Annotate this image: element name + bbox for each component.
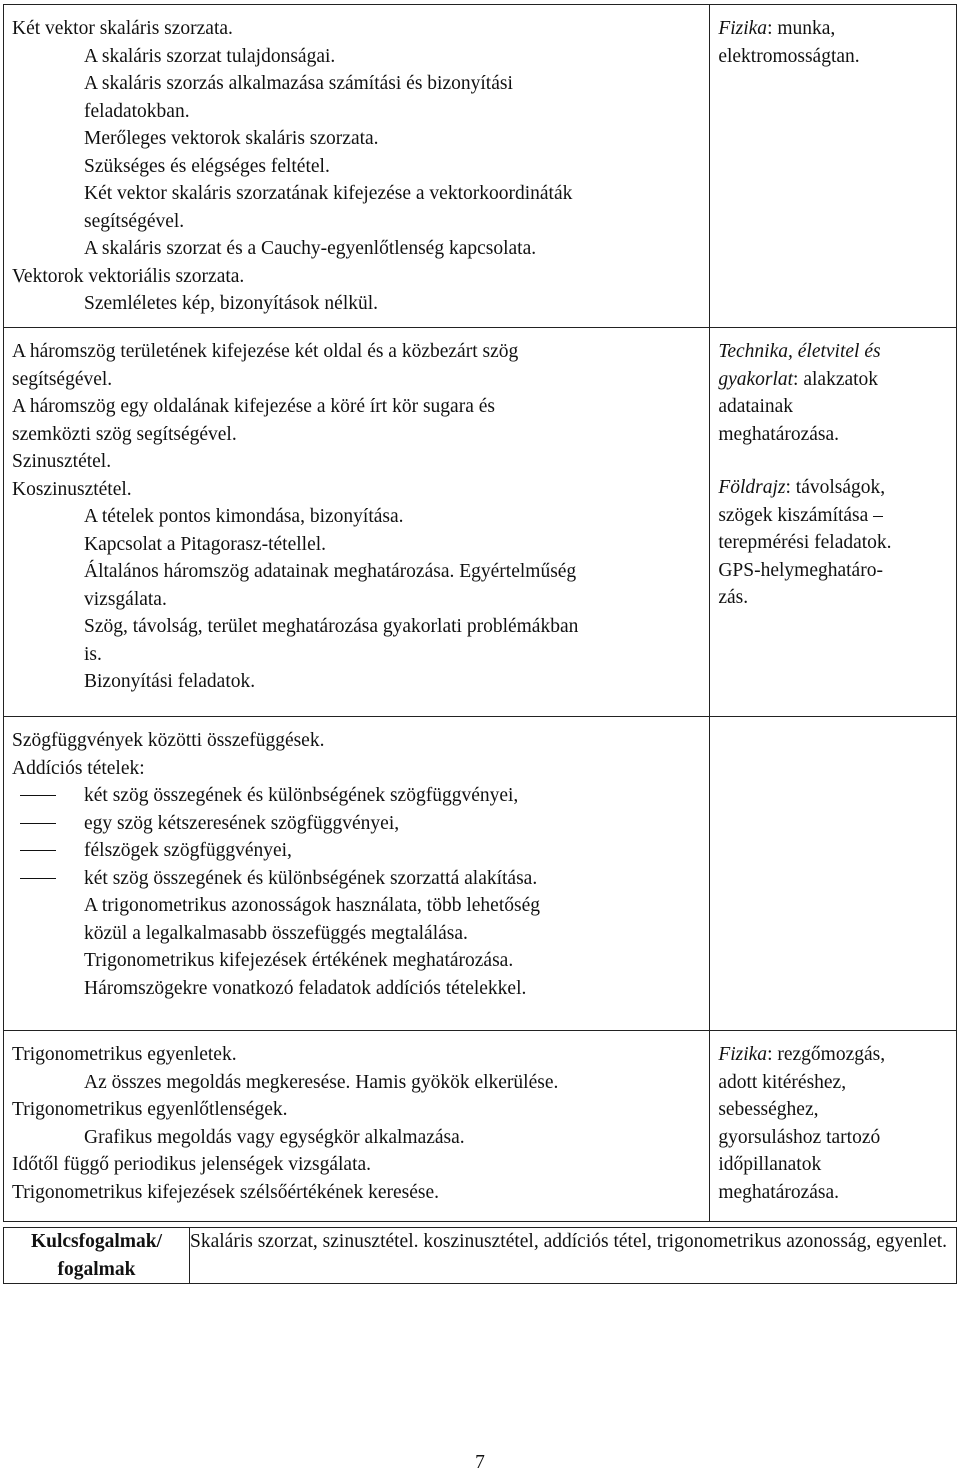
topic-line: Időtől függő periodikus jelenségek vizsgálata. [12, 1154, 372, 1175]
connection-text: meghatározása. [718, 1181, 840, 1203]
topic-line: Trigonometrikus kifejezések értékének meghatározása. [84, 950, 514, 971]
connection-line [718, 43, 950, 71]
topic-line: Szükséges és elégséges feltétel. [84, 155, 330, 177]
table-row [4, 1031, 957, 1222]
topic-line: Szinusztétel. [12, 451, 112, 472]
key-concepts-table [3, 1227, 957, 1284]
connections-cell [710, 1031, 957, 1222]
subject-name: gyakorlat [718, 368, 794, 390]
connection-text: elektromosságtan. [718, 45, 860, 67]
spacer [718, 448, 950, 474]
connection-text: GPS-helymeghatáro- [718, 559, 883, 581]
connection-line [718, 366, 950, 394]
dash-list-item: két szög összegének és különbségének szögfüggvényei, [12, 782, 701, 810]
topic-line: Trigonometrikus egyenletek. [12, 1044, 237, 1065]
connection-line [718, 15, 950, 43]
dash-list-item: két szög összegének és különbségének szorzattá alakítása. [12, 865, 701, 893]
dash-list-item: egy szög kétszeresének szögfüggvényei, [12, 810, 701, 838]
connections-cell [710, 717, 957, 1031]
topic-line: Trigonometrikus kifejezések szélsőértékének keresése. [12, 1181, 440, 1203]
connections-cell [710, 5, 957, 328]
topic-line: segítségével. [12, 368, 113, 390]
key-concepts-label-line-2: fogalmak [57, 1258, 136, 1280]
connections-content [710, 717, 956, 733]
connection-line [718, 1096, 950, 1124]
topic-line: A skaláris szorzat tulajdonságai. [84, 45, 336, 67]
connection-line [718, 1124, 950, 1152]
subject-name: Fizika [718, 1044, 768, 1065]
topic-line: A tételek pontos kimondása, bizonyítása. [84, 506, 404, 527]
key-concepts-label-line-1: Kulcsfogalmak/ [30, 1231, 163, 1252]
topic-content [4, 1031, 709, 1221]
topic-line: segítségével. [84, 210, 185, 232]
connection-line [718, 502, 950, 530]
key-concepts-label [4, 1228, 190, 1284]
topic-line: A skaláris szorzat és a Cauchy-egyenlőtlenség kapcsolata. [84, 238, 537, 259]
connection-line [718, 1179, 950, 1207]
topic-line: Általános háromszög adatainak meghatározása. Egyértelműség [84, 561, 577, 582]
connection-text: gyorsuláshoz tartozó [718, 1126, 881, 1148]
topic-line: Koszinusztétel. [12, 478, 132, 500]
topic-line: A háromszög egy oldalának kifejezése a köré írt kör sugara és [12, 396, 495, 417]
topic-line: Szög, távolság, terület meghatározása gyakorlati problémákban [84, 616, 579, 637]
connection-text: adott kitéréshez, [718, 1071, 847, 1093]
connection-text: időpillanatok [718, 1154, 822, 1175]
topic-line: Trigonometrikus egyenlőtlenségek. [12, 1099, 288, 1120]
topic-line: feladatokban. [84, 100, 190, 122]
connection-line [718, 584, 950, 612]
topic-line: szemközti szög segítségével. [12, 423, 237, 445]
connections-content [710, 5, 956, 76]
topic-line: A trigonometrikus azonosságok használata, több lehetőség [84, 895, 540, 916]
curriculum-table [3, 4, 957, 1222]
connections-content [710, 1031, 956, 1212]
topic-line: Két vektor skaláris szorzata. [12, 18, 233, 39]
topic-cell [4, 717, 710, 1031]
connection-text: adatainak [718, 396, 794, 417]
connection-line [718, 529, 950, 557]
connection-text: terepmérési feladatok. [718, 532, 892, 553]
connection-line [718, 474, 950, 502]
key-concepts-text: Skaláris szorzat, szinusztétel. koszinusztétel, addíciós tétel, trigonometrikus azonosság, egyenlet. [190, 1228, 957, 1284]
connection-text: sebességhez, [718, 1099, 819, 1120]
topic-content [4, 717, 709, 1030]
connection-line [718, 421, 950, 449]
connection-line [718, 393, 950, 421]
topic-line: A háromszög területének kifejezése két oldal és a közbezárt szög [12, 341, 519, 362]
topic-cell [4, 1031, 710, 1222]
connection-text: : rezgőmozgás, [767, 1044, 886, 1065]
topic-line: Két vektor skaláris szorzatának kifejezése a vektorkoordináták [84, 183, 573, 204]
table-row [4, 328, 957, 717]
connection-line [718, 1151, 950, 1179]
key-concepts-row [4, 1228, 957, 1284]
topic-cell [4, 5, 710, 328]
table-row [4, 717, 957, 1031]
topic-line: Merőleges vektorok skaláris szorzata. [84, 128, 379, 149]
topic-line: közül a legalkalmasabb összefüggés megtalálása. [84, 922, 468, 944]
topic-line: Bizonyítási feladatok. [84, 671, 256, 692]
topic-line: Vektorok vektoriális szorzata. [12, 265, 245, 287]
curriculum-rows [4, 5, 957, 1222]
connections-cell [710, 328, 957, 717]
connection-line [718, 557, 950, 585]
topic-line: Addíciós tételek: [12, 757, 145, 779]
connection-line [718, 1069, 950, 1097]
connection-line [718, 1041, 950, 1069]
topic-line: Háromszögekre vonatkozó feladatok addíciós tételekkel. [84, 977, 527, 999]
topic-line: Szemléletes kép, bizonyítások nélkül. [84, 293, 379, 314]
subject-name: Fizika [718, 18, 768, 39]
connections-content [710, 328, 956, 618]
topic-line: A skaláris szorzás alkalmazása számítási és bizonyítási [84, 73, 513, 94]
page-number: 7 [475, 1452, 485, 1473]
topic-line: Az összes megoldás megkeresése. Hamis gyökök elkerülése. [84, 1071, 559, 1093]
connection-text: szögek kiszámítása – [718, 504, 883, 526]
topic-cell [4, 328, 710, 717]
connection-line [718, 338, 950, 366]
topic-content [4, 5, 709, 327]
table-row [4, 5, 957, 328]
topic-line: Grafikus megoldás vagy egységkör alkalmazása. [84, 1126, 465, 1148]
connection-text: : alakzatok [793, 368, 879, 390]
subject-name: Technika, életvitel és [718, 341, 881, 362]
connection-text: zás. [718, 587, 749, 608]
topic-content [4, 328, 709, 716]
connection-text: : munka, [767, 18, 836, 39]
connection-text: meghatározása. [718, 423, 840, 445]
topic-line: Szögfüggvények közötti összefüggések. [12, 730, 325, 751]
subject-name: Földrajz [718, 477, 786, 498]
topic-line: is. [84, 643, 102, 665]
topic-line: vizsgálata. [84, 588, 167, 610]
connection-text: : távolságok, [785, 477, 886, 498]
dash-list-item: félszögek szögfüggvényei, [12, 837, 701, 865]
topic-line: Kapcsolat a Pitagorasz-tétellel. [84, 533, 327, 555]
